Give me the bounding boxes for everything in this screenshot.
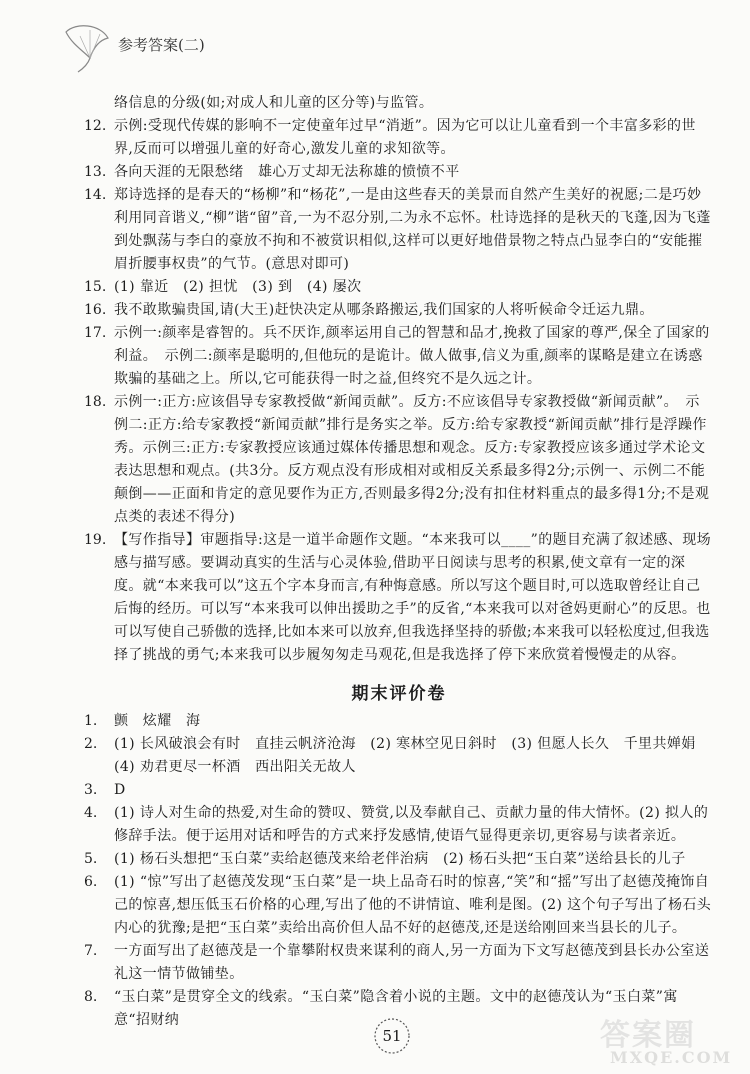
item-text: 郑诗选择的是春天的“杨柳”和“杨花”,一是由这些春天的美景而自然产生美好的祝愿;二是巧妙利用同音谐义,“柳”谐“留”音,一为不忍分别,二为永不忘怀。杜诗选择的是秋天的飞蓬,因为飞蓬到处飘荡与李白的豪放不拘和不被赏识相似,这样可以更好地借景物之特点凸显李白的“安能摧眉折腰事权贵”的气节。(意思对即可) (114, 187, 711, 272)
answer-item (84, 779, 714, 802)
item-text: 示例一:颜率是睿智的。兵不厌诈,颜率运用自己的智慧和品才,挽救了国家的尊严,保全了国家的利益。 示例二:颜率是聪明的,但他玩的是诡计。做人做事,信义为重,颜率的谋略是建立在诱惑欺骗的基础之上。所以,它可能获得一时之益,但终究不是久远之计。 (114, 325, 710, 387)
watermark (600, 1010, 740, 1070)
item-number: 17. (84, 325, 107, 341)
answer-item (84, 802, 714, 848)
answer-item (84, 322, 714, 391)
item-text: 颤 炫耀 海 (114, 713, 201, 729)
item-number: 1. (84, 713, 98, 729)
item-number: 2. (84, 736, 98, 752)
item-text: 【写作指导】审题指导:这是一道半命题作文题。“本来我可以____”的题目充满了叙述感、现场感与描写感。要调动真实的生活与心灵体验,借助平日阅读与思考的积累,使文章有一定的深度。就“本来我可以”这五个字本身而言,有种悔意感。所以写这个题目时,可以选取曾经让自己后悔的经历。可以写“本来我可以伸出援助之手”的反省,“本来我可以对爸妈更耐心”的反思。也可以写使自己骄傲的选择,比如本来可以放弃,但我选择坚持的骄傲;本来我可以轻松度过,但我选择了挑战的勇气;本来我可以步履匆匆走马观花,但是我选择了停下来欣赏着慢慢走的从容。 (114, 532, 712, 663)
item-number: 6. (84, 874, 98, 890)
item-number: 14. (84, 187, 107, 203)
answer-item (84, 733, 714, 779)
item-number: 8. (84, 989, 98, 1005)
item-text: D (114, 782, 126, 798)
item-text: “玉白菜”是贯穿全文的线索。“玉白菜”隐含着小说的主题。文中的赵德茂认为“玉白菜”寓意“招财纳 (114, 989, 678, 1028)
answer-item (84, 299, 714, 322)
item-text: 一方面写出了赵德茂是一个靠攀附权贵来谋利的商人,另一方面为下文写赵德茂到县长办公室送礼这一情节做铺垫。 (114, 943, 710, 982)
page-number-text: 51 (382, 1027, 402, 1045)
item-number: 16. (84, 302, 107, 318)
item-number: 12. (84, 118, 107, 134)
answer-item (84, 391, 714, 529)
item-number: 19. (84, 532, 107, 548)
item-text: 各向天涯的无限愁绪 雄心万丈却无法称雄的愤愤不平 (114, 164, 460, 180)
item-number: 4. (84, 805, 98, 821)
item-text: (1) 长风破浪会有时 直挂云帆济沧海 (2) 寒林空见日斜时 (3) 但愿人长久 千里共婵娟 (4) 劝君更尽一杯酒 西出阳关无故人 (114, 736, 711, 775)
item-text: 示例一:正方:应该倡导专家教授做“新闻贡献”。反方:不应该倡导专家教授做“新闻贡献”。 示例二:正方:给专家教授“新闻贡献”排行是务实之举。反方:给专家教授“新闻贡献”排行是浮躁作秀。示例三:正方:专家教授应该通过媒体传播思想和观念。反方:专家教授应该多通过学术论文表达思想和观点。(共3分。反方观点没有形成相对或相反关系最多得2分;示例一、示例二不能颠倒——正面和肯定的意见要作为正方,否则最多得2分;没有扣住材料重点的最多得1分;不是观点类的表述不得分) (114, 394, 710, 525)
section-title: 期末评价卷 (351, 684, 447, 704)
watermark-line2: MXQE.COM (610, 1048, 733, 1067)
item-number: 3. (84, 782, 98, 798)
answer-item (84, 940, 714, 986)
answer-item (84, 115, 714, 161)
answer-item (84, 184, 714, 276)
page-header (60, 18, 360, 78)
item-number: 7. (84, 943, 98, 959)
item-number (84, 92, 114, 115)
item-text: (1) 靠近 (2) 担忧 (3) 到 (4) 屡次 (114, 279, 362, 295)
answer-item (84, 848, 714, 871)
item-number: 5. (84, 851, 98, 867)
header-title: 参考答案(二) (118, 36, 205, 54)
ginkgo-leaf-icon (60, 18, 116, 74)
answer-item (84, 276, 714, 299)
watermark-line1: 答案圈 (600, 1018, 696, 1053)
item-number: 18. (84, 394, 107, 410)
item-number: 15. (84, 279, 107, 295)
item-number: 13. (84, 164, 107, 180)
answer-item (84, 871, 714, 940)
item-text: 示例:受现代传媒的影响不一定使童年过早“消逝”。因为它可以让儿童看到一个丰富多彩的世界,反而可以增强儿童的好奇心,激发儿童的求知欲等。 (114, 118, 696, 157)
answer-item (84, 529, 714, 667)
page-number (373, 1017, 411, 1055)
item-text: 络信息的分级(如;对成人和儿童的区分等)与监管。 (114, 95, 434, 111)
item-text: (1) “惊”写出了赵德茂发现“玉白菜”是一块上品奇石时的惊喜,“笑”和“摇”写出了赵德茂掩饰自己的惊喜,想压低玉石价格的心理,写出了他的不讲情谊、唯利是图。(2) 这个句子写出了杨石头内心的犹豫;是把“玉白菜”卖给出高价但人品不好的赵德茂,还是送给刚回来当县长的儿子。 (114, 874, 712, 936)
item-text: (1) 杨石头想把“玉白菜”卖给赵德茂来给老伴治病 (2) 杨石头把“玉白菜”送给县长的儿子 (114, 851, 686, 867)
answer-item (84, 92, 714, 115)
answer-item (84, 710, 714, 733)
answer-content (84, 92, 714, 1032)
item-text: 我不敢欺骗贵国,请(大王)赶快决定从哪条路搬运,我们国家的人将听候命令迁运九鼎。 (114, 302, 654, 318)
answer-item (84, 161, 714, 184)
item-text: (1) 诗人对生命的热爱,对生命的赞叹、赞赏,以及奉献自己、贡献力量的伟大情怀。(2) 拟人的修辞手法。便于运用对话和呼告的方式来抒发感情,使语气显得更亲切,更容易与读者亲近。 (114, 805, 709, 844)
